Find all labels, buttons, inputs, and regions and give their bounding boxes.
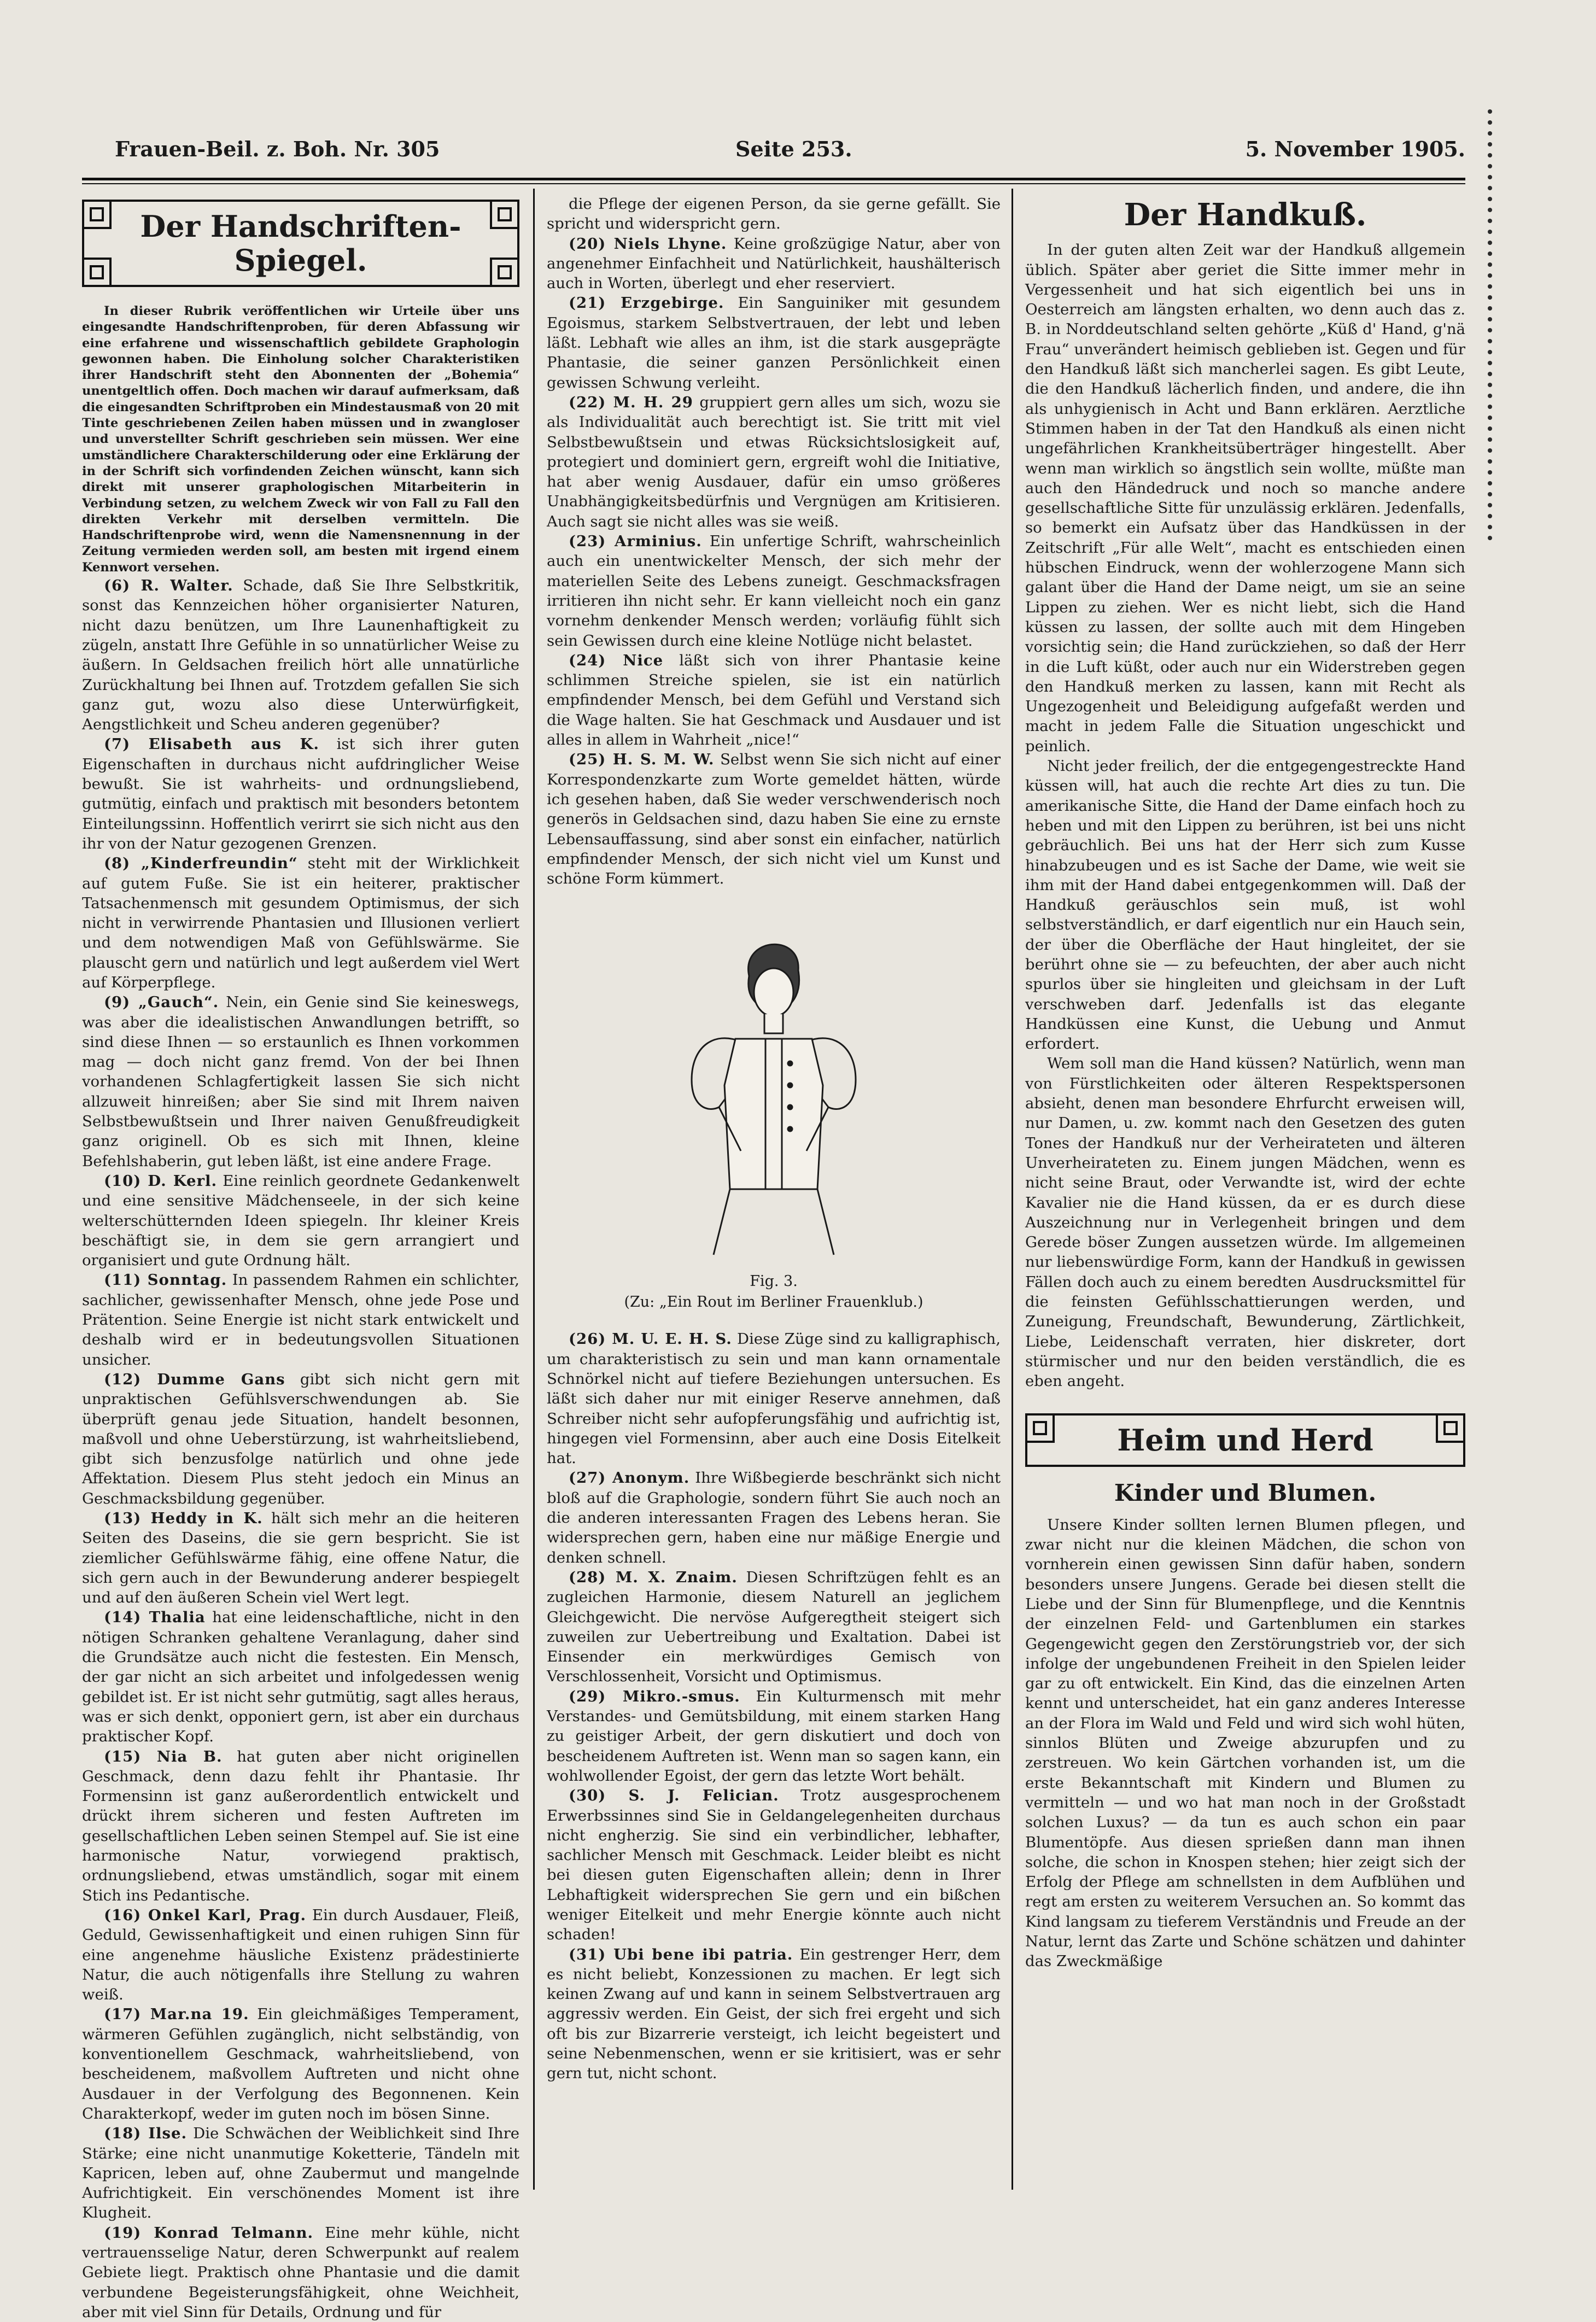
entry-text: Die Schwächen der Weiblichkeit sind Ihre Stärke; eine nicht unanmutige Koketterie, Tändeln mit Kapricen, leben auf, ohne Zaubermut und mangelnde Aufrichtigkeit. Ein verschönendes Moment ist ihre Klugheit.	[82, 2125, 520, 2222]
handwriting-entry	[82, 2223, 519, 2322]
entry-name: (8) „Kinderfreundin“	[104, 855, 298, 873]
handwriting-entry	[547, 1329, 1001, 1468]
ornament-icon	[1436, 1413, 1465, 1443]
handwriting-entry	[82, 992, 519, 1171]
handwriting-entry	[82, 1747, 519, 1905]
perforation-dot	[1488, 492, 1492, 496]
handwriting-entry	[82, 2004, 519, 2124]
entry-text: Diese Züge sind zu kalligraphisch, um charakteristisch zu sein und man kann ornamentale Schnörkel nicht auf tiefere Beziehungen untersuchen. Es läßt sich daher nur mit einiger Reserve annehmen, daß Schreiber nicht sehr aufopferungsfähig und aufrichtig ist, hingegen viel Formensinn, aber auch eine Dosis Eitelkeit hat.	[547, 1330, 1001, 1467]
perforation-dot	[1488, 405, 1492, 409]
perforation-dot	[1488, 120, 1492, 125]
perforation-dot	[1488, 262, 1492, 267]
handwriting-entry	[547, 1786, 1001, 1944]
entry-text: gruppiert gern alles um sich, wozu sie als Individualität auch berechtigt ist. Sie tritt mit viel Selbstbewußtsein und etwas Rücksichtslosigkeit auf, protegiert und dominiert gern, ergreift wohl die Initiative, hat aber wenig Ausdauer, dafür ein umso größeres Unabhängigkeitsbedürfnis und Vergnügen am Kritisieren. Auch sagt sie nicht alles was sie weiß.	[547, 393, 1001, 530]
entry-name: (29) Mikro.-smus.	[569, 1687, 740, 1705]
page-header	[82, 120, 1465, 175]
perforation-dot	[1488, 306, 1492, 311]
perforation-dot	[1488, 459, 1492, 464]
entry-text: Eine reinlich geordnete Gedankenwelt und eine sensitive Mädchenseele, in der sich keine welterschütternden Ideen spiegeln. Ihr kleiner Kreis beschäftigt sie, in dem sie gern arrangiert und organisiert und gute Ordnung hält.	[82, 1172, 520, 1270]
fashion-figure-illustration	[659, 905, 888, 1266]
entry-name: (17) Mar.na 19.	[104, 2005, 249, 2023]
entry-name: (19) Konrad Telmann.	[104, 2224, 314, 2242]
perforation-dot	[1488, 470, 1492, 475]
handwriting-entry	[82, 2124, 519, 2222]
heim-und-herd-title: Heim und Herd	[1117, 1422, 1373, 1458]
handwriting-entry	[547, 750, 1001, 888]
handwriting-entry	[82, 734, 519, 853]
entry-name: (10) D. Kerl.	[104, 1172, 218, 1190]
entry-text: hat eine leidenschaftliche, nicht in den nötigen Schranken gehaltene Veranlagung, daher sind die Grundsätze auch nicht die festesten. Ein Mensch, der gar nicht an sich arbeitet und infolgedessen wenig gebildet ist. Er ist nicht sehr gutmütig, sagt alles heraus, was er sich denkt, opponiert gern, ist aber ein durchaus praktischer Kopf.	[82, 1609, 519, 1746]
perforation-dot	[1488, 284, 1492, 289]
entry-text: läßt sich von ihrer Phantasie keine schlimmen Streiche spielen, sie ist ein natürlich empfindender Mensch, bei dem Gefühl und Verstand sich die Wage halten. Sie hat Geschmack und Ausdauer und ist alles in allem in Wahrheit „nice!“	[547, 651, 1001, 749]
entry-name: (24) Nice	[569, 651, 664, 669]
kinder-und-blumen-title: Kinder und Blumen.	[1114, 1479, 1377, 1506]
header-date: 5. November 1905.	[1245, 137, 1465, 161]
entry-text: ist sich ihrer guten Eigenschaften in durchaus nicht aufdringlicher Weise bewußt. Sie ist wahrheits- und ordnungsliebend, gutmütig, einfach und praktisch mit besonders betontem Einteilungssinn. Hoffentlich verirrt sie sich nicht aus den ihr von der Natur gezogenen Grenzen.	[82, 735, 519, 852]
perforation-dot	[1488, 208, 1492, 212]
handwriting-entry	[547, 234, 1001, 294]
figure-subcaption: (Zu: „Ein Rout im Berliner Frauenklub.)	[624, 1294, 923, 1311]
handwriting-entry	[547, 393, 1001, 531]
perforation-dot	[1488, 437, 1492, 442]
header-publication: Frauen-Beil. z. Boh. Nr. 305	[115, 137, 440, 161]
perforation-dot	[1488, 503, 1492, 507]
handwriting-entry	[547, 651, 1001, 750]
entry-name: (25) H. S. M. W.	[569, 751, 715, 769]
entry-text: Schade, daß Sie Ihre Selbstkritik, sonst das Kennzeichen höher organisierter Naturen, nicht dazu benützen, um Ihre Launenhaftigkeit zu zügeln, anstatt Ihre Gefühle in so unnatürlicher Weise zu äußern. In Geldsachen freilich hört alle unnatürliche Zurückhaltung bei Ihnen auf. Trotzdem gefallen Sie sich ganz gut, wozu also diese Unterwürfigkeit, Aengstlichkeit und Scheu anderen gegenüber?	[82, 577, 519, 734]
perforation-dot	[1488, 339, 1492, 343]
intro-text: In dieser Rubrik veröffentlichen wir Urteile über uns eingesandte Handschriftenproben, für deren Abfassung wir eine erfahrene und wissenschaftlich gebildete Graphologin gewonnen haben. Die Einholung solcher Charakteristiken ihrer Handschrift steht den Abonnenten der „Bohemia“ unentgeltlich offen. Doch machen wir darauf aufmerksam, daß die eingesandten Schriftproben ein Mindestausmaß von 20 mit Tinte geschriebenen Zeilen haben müssen und in zwangloser und unverstellter Schrift geschrieben sein müssen. Wer eine umständlichere Charakterschilderung oder eine Erklärung der in der Schrift sich vorfindenden Zeichen wünscht, kann sich direkt mit unserer graphologischen Mitarbeiterin in Verbindung setzen, zu welchem Zweck wir von Fall zu Fall den direkten Verkehr mit derselben vermitteln. Die Handschriftenprobe wird, wenn die Namensnennung in der Zeitung vermieden werden soll, am besten mit irgend einem Kennwort versehen.	[82, 304, 519, 575]
entry-text: Nein, ein Genie sind Sie keineswegs, was aber die idealistischen Anwandlungen betrifft, so sind diese Ihnen — so erstaunlich es Ihnen vorkommen mag — doch nicht ganz fremd. Von der bei Ihnen vorhandenen Schlagfertigkeit lassen Sie sich nicht allzuweit hinreißen; aber Sie sind mit Ihrem naiven Selbstbewußtsein und Ihrer naiven Genußfreudigkeit ganz originell. Ob es sich mit Ihnen, kleine Befehlshaberin, gut leben läßt, ist eine andere Frage.	[82, 993, 519, 1170]
handwriting-entry	[82, 1270, 519, 1369]
perforation-dot	[1488, 109, 1492, 114]
perforation-dot	[1488, 219, 1492, 223]
entry-text: Ein Sanguiniker mit gesundem Egoismus, starkem Selbstvertrauen, der lebt und leben läßt. Lebhaft wie alles an ihm, ist die stark ausgeprägte Phantasie, die seiner ganzen Persönlichkeit einen gewissen Schwung verleiht.	[547, 294, 1001, 391]
handkuss-title: Der Handkuß.	[1124, 197, 1367, 233]
entry-name: (20) Niels Lhyne.	[569, 235, 727, 253]
handwriting-entry	[547, 531, 1001, 651]
entry-text: hat guten aber nicht originellen Geschmack, denn dazu fehlt ihr Phantasie. Ihr Formensinn ist ganz außerordentlich entwickelt und drückt ihrem sicheren und festen Auftreten im gesellschaftlichen Leben seinen Stempel auf. Sie ist eine harmonische Natur, vorwiegend praktisch, ordnungsliebend, etwas umständlich, sogar mit einem Stich ins Pedantische.	[82, 1747, 519, 1904]
entry-name: (16) Onkel Karl, Prag.	[104, 1906, 307, 1924]
entry-text: steht mit der Wirklichkeit auf gutem Fuße. Sie ist ein heiterer, praktischer Tatsachenmensch mit gesundem Optimismus, der sich nicht in verwirrende Phantasien und Illusionen verliert und dem notwendigen Maß von Gefühlswärme. Sie plauscht gern und natürlich und legt außerdem viel Wert auf Körperpflege.	[82, 855, 519, 991]
column-1	[82, 194, 520, 2321]
entry-name: (21) Erzgebirge.	[569, 294, 724, 312]
newspaper-page	[82, 120, 1465, 2321]
entries-list-top	[547, 194, 1001, 888]
handwriting-entry	[82, 853, 519, 992]
perforation-dot	[1488, 251, 1492, 256]
handwriting-entry	[82, 1905, 519, 2004]
entry-text: Ihre Wißbegierde beschränkt sich nicht bloß auf die Graphologie, sondern führt Sie auch noch an die anderen interessanten Fragen des Lebens heran. Sie widersprechen gern, haben eine nur mäßige Energie und denken schnell.	[547, 1469, 1001, 1566]
entry-name: (30) S. J. Felician.	[569, 1787, 779, 1805]
entry-text: Eine mehr kühle, nicht vertrauensselige Natur, deren Schwerpunkt auf realem Gebiete liegt. Praktisch ohne Phantasie und die damit verbundene Begeisterungsfähigkeit, ohne Weichheit, aber mit viel Sinn für Details, Ordnung und für	[82, 2224, 520, 2321]
heim-und-herd-box	[1025, 1413, 1465, 1467]
perforation-dot	[1488, 536, 1492, 540]
perforation-dot	[1488, 514, 1492, 518]
title-line-2: Spiegel.	[234, 243, 367, 278]
perforation-dot	[1488, 372, 1492, 376]
handwriting-entry	[547, 1945, 1001, 2084]
column-3	[1025, 194, 1465, 2190]
entry-text: Ein durch Ausdauer, Fleiß, Geduld, Gewissenhaftigkeit und einen ruhigen Sinn für eine angenehme häusliche Existenz prädestinierte Natur, die auch nötigenfalls ihre Stellung zu wahren weiß.	[82, 1906, 520, 2004]
handwriting-entry	[547, 1568, 1001, 1687]
entry-text: Ein unfertige Schrift, wahrscheinlich auch ein unentwickelter Mensch, der sich mehr der materiellen Seite des Lebens zuneigt. Geschmacksfragen irritieren ihn nicht sehr. Er kann vielleicht noch ein ganz vornehm denkender Mensch werden; vorläufig fühlt sich sein Gewissen durch eine kleine Notlüge nicht belastet.	[547, 533, 1001, 650]
entries-list	[82, 576, 519, 2322]
perforation-dot	[1488, 142, 1492, 147]
entry-name: (18) Ilse.	[104, 2125, 188, 2143]
entry-name: (23) Arminius.	[569, 533, 702, 551]
figure-caption: Fig. 3.	[750, 1273, 798, 1290]
entry-name: (27) Anonym.	[569, 1469, 690, 1487]
header-page-number: Seite 253.	[735, 137, 852, 161]
perforation-dot	[1488, 317, 1492, 321]
header-rule-thin	[82, 183, 1465, 184]
perforation-dot	[1488, 175, 1492, 179]
entry-name: (28) M. X. Znaim.	[569, 1568, 738, 1586]
ornament-icon	[1025, 1413, 1055, 1443]
handschriften-title-box	[82, 200, 519, 287]
handwriting-entry	[82, 1607, 519, 1746]
handwriting-entry	[547, 194, 1001, 234]
perforation-dot	[1488, 131, 1492, 136]
perforation-dot	[1488, 481, 1492, 486]
perforation-dot	[1488, 197, 1492, 201]
entry-name: (22) M. H. 29	[569, 393, 693, 411]
perforation-dot	[1488, 164, 1492, 168]
perforation-dot	[1488, 241, 1492, 245]
entry-text: hält sich mehr an die heiteren Seiten des Daseins, die sie gern bespricht. Sie ist ziemlicher Gefühlswärme fähig, eine offene Natur, die sich gern auch in der Bewunderung anderer bespiegelt und auf den äußeren Schein viel Wert legt.	[82, 1510, 519, 1607]
entry-text: Ein gleichmäßiges Temperament, wärmeren Gefühlen zugänglich, nicht selbständig, von konventionellem Geschmack, wahrheitsliebend, von bescheidenem, maßvollem Auftreten und nicht ohne Ausdauer in der Verfolgung des Begonnenen. Kein Charakterkopf, weder im guten noch im bösen Sinne.	[82, 2005, 519, 2122]
ornament-icon	[82, 200, 112, 229]
ornament-icon	[82, 258, 112, 287]
perforation-dot	[1488, 383, 1492, 387]
handwriting-entry	[547, 293, 1001, 392]
entry-text: Ein Kulturmensch mit mehr Verstandes- und Gemütsbildung, mit einem starken Hang zu geistiger Arbeit, der gern diskutiert und doch von bescheidenem Auftreten ist. Wenn man so sagen kann, ein wohlwollender Egoist, der gern das letzte Wort behält.	[547, 1687, 1001, 1785]
perforation-dot	[1488, 295, 1492, 300]
perforation-dot	[1488, 426, 1492, 431]
handwriting-entry	[547, 1468, 1001, 1567]
article-paragraph: Nicht jeder freilich, der die entgegengestreckte Hand küssen will, hat auch die rechte Art dies zu tun. Die amerikanische Sitte, die Hand der Dame einfach hoch zu heben und mit den Lippen zu berühren, ist bei uns nicht gebräuchlich. Bei uns hat der Herr sich zum Kusse hinabzubeugen und es ist Sache der Dame, wie weit sie ihm mit der Hand dabei entgegenkommen will. Daß der Handkuß geräuschlos sein muß, ist wohl selbstverständlich, er darf eigentlich nur ein Hauch sein, der über die Oberfläche der Haut hingleitet, der sie berührt ohne sie — zu befeuchten, der aber auch nicht spurlos über sie hingleiten und gleichsam in der Luft verschweben darf. Jedenfalls ist das elegante Handküssen eine Kunst, die Uebung und Anmut erfordert.	[1025, 757, 1465, 1053]
handwriting-entry	[82, 1370, 519, 1508]
entry-text: die Pflege der eigenen Person, da sie gerne gefällt. Sie spricht und widerspricht gern.	[547, 195, 1001, 233]
column-divider-2	[1012, 189, 1013, 2190]
entry-name: (15) Nia B.	[104, 1747, 223, 1765]
column-divider-1	[533, 189, 535, 2190]
entry-text: Ein gestrenger Herr, dem es nicht beliebt, Konzessionen zu machen. Er legt sich keinen Zwang auf und kann in seinem Selbstvertrauen arg aggressiv werden. Ein Geist, der sich frei ergeht und sich oft bis zur Bizarrerie versteigt, ich leicht begeistert und seine Nebenmenschen, wenn er sie kritisiert, was er sehr gern tut, nicht schont.	[547, 1945, 1001, 2083]
entry-text: Keine großzügige Natur, aber von angenehmer Einfachheit und Natürlichkeit, haushälterisch auch in Worten, überlegt und eher reserviert.	[547, 235, 1001, 293]
article-paragraph: Wem soll man die Hand küssen? Natürlich, wenn man von Fürstlichkeiten oder älteren Respektspersonen absieht, denen man besondere Ehrfurcht erweisen will, nur Damen, u. zw. kommt nach den Gesetzen des guten Tones der Handkuß nur der Verheirateten und älteren Unverheirateten zu. Einem jungen Mädchen, wenn es nicht seine Braut, oder Verwandte ist, wird der echte Kavalier nie die Hand küssen, da er es durch diese Auszeichnung nur in Verlegenheit bringen und dem Gerede böser Zungen aussetzen würde. Im allgemeinen nur liebenswürdige Form, kann der Handkuß in gewissen Fällen doch auch zu einem beredten Ausdrucksmittel für die feinsten Gefühlsschattierungen werden, und Zuneigung, Freundschaft, Bewunderung, Zärtlichkeit, Liebe, Leidenschaft verraten, hier diskreter, dort stürmischer und nur den beiden verständlich, die es eben angeht.	[1025, 1055, 1465, 1390]
title-line-1: Der Handschriften-	[140, 209, 461, 244]
perforation-dot	[1488, 230, 1492, 234]
entry-name: (26) M. U. E. H. S.	[569, 1330, 732, 1348]
perforation-dot	[1488, 448, 1492, 453]
header-rule-thick	[82, 178, 1465, 180]
perforation-dot	[1488, 394, 1492, 398]
perforation-dot	[1488, 350, 1492, 354]
entry-name: (9) „Gauch“.	[104, 993, 219, 1011]
perforation-dot	[1488, 186, 1492, 190]
handkuss-article	[1025, 240, 1465, 1391]
handwriting-entry	[82, 1508, 519, 1607]
entry-name: (12) Dumme Gans	[104, 1370, 285, 1388]
handwriting-entry	[82, 576, 519, 734]
entry-name: (7) Elisabeth aus K.	[104, 735, 319, 753]
article-paragraph: In der guten alten Zeit war der Handkuß allgemein üblich. Später aber geriet die Sitte immer mehr in Vergessenheit und hat sich eigentlich bei uns in Oesterreich am längsten erhalten, wo denn auch das z. B. in Norddeutschland selten gehörte „Küß d' Hand, g'nä Frau“ unverändert heimisch geblieben ist. Gegen und für den Handkuß läßt sich mancherlei sagen. Es gibt Leute, die den Handkuß lächerlich finden, und andere, die ihn als unhygienisch in Acht und Bann erklären. Aerztliche Stimmen haben in der Tat den Handkuß als einen nicht ungefährlichen Krankheitsüberträger hingestellt. Aber wenn man wirklich so ängstlich sein wollte, müßte man auch den Händedruck und noch so manche andere gesellschaftliche Sitte für unzulässig erklären. Jedenfalls, so bemerkt ein Aufsatz über das Handküssen in der Zeitschrift „Für alle Welt“, macht es entschieden einen hübschen Eindruck, wenn der wohlerzogene Mann sich galant über die Hand der Dame neigt, um sie an seine Lippen zu ziehen. Wer es nicht liebt, sich die Hand küssen zu lassen, der sollte auch mit dem Hingeben vorsichtig sein; die Hand zurückziehen, so daß der Herr in die Luft küßt, oder auch nur ein Widerstreben gegen den Handkuß merken zu lassen, kann mit Recht als Ungezogenheit und Beleidigung aufgefaßt werden und macht in jedem Falle die Situation ungeschickt und peinlich.	[1025, 241, 1465, 755]
entry-name: (11) Sonntag.	[104, 1271, 227, 1289]
entry-text: gibt sich nicht gern mit unpraktischen Gefühlsverschwendungen ab. Sie überprüft genau jede Situation, handelt besonnen, maßvoll und ohne Ueberstürzung, ist wahrheitsliebend, gibt sich benzusfolge natürlich und ohne jede Affektation. Diesem Plus steht jedoch ein Minus an Geschmacksbildung gegenüber.	[82, 1370, 519, 1507]
entry-name: (14) Thalia	[104, 1609, 206, 1627]
perforation-dot	[1488, 525, 1492, 529]
entry-text: In passendem Rahmen ein schlichter, sachlicher, gewissenhafter Mensch, ohne jede Pose und Prätention. Seine Energie ist nicht stark entwickelt und deshalb wird er in bedeutungsvollen Situationen unsicher.	[82, 1271, 519, 1368]
entries-list-bottom	[547, 1329, 1001, 2083]
entry-text: Selbst wenn Sie sich nicht auf einer Korrespondenzkarte zum Worte gemeldet hätten, würde ich gesehen haben, daß Sie weder verschwenderisch noch generös in Geldsachen sind, dazu haben Sie eine zu ernste Lebensauffassung, sind aber sonst ein einfacher, natürlich empfindender Mensch, der sich nicht viel um Kunst und schöne Form kümmert.	[547, 751, 1001, 888]
perforation-dot	[1488, 328, 1492, 332]
entry-name: (31) Ubi bene ibi patria.	[569, 1945, 793, 1963]
margin-perforation	[1486, 109, 1494, 1586]
column-2	[547, 194, 1001, 2190]
entry-text: Trotz ausgesprochenem Erwerbssinnes sind Sie in Geldangelegenheiten durchaus nicht engherzig. Sie sind ein verbindlicher, lebhafter, sachlicher Mensch mit Geschmack. Leider bleibt es nicht bei diesen guten Eigenschaften allein; denn in Ihrer Lebhaftigkeit widersprechen Sie gern und ein bißchen weniger Eitelkeit und mehr Energie könnte auch nicht schaden!	[547, 1787, 1001, 1944]
ornament-icon	[490, 200, 519, 229]
entry-name: (13) Heddy in K.	[104, 1510, 263, 1527]
perforation-dot	[1488, 273, 1492, 278]
handwriting-entry	[547, 1687, 1001, 1786]
handwriting-entry	[82, 1171, 519, 1270]
perforation-dot	[1488, 361, 1492, 365]
perforation-dot	[1488, 153, 1492, 157]
perforation-dot	[1488, 416, 1492, 420]
entry-text: Diesen Schriftzügen fehlt es an zugleichen Harmonie, diesem Naturell an jeglichem Gleichgewicht. Die nervöse Aufgeregtheit steigert sich zuweilen zur Uebertreibung und Exaltation. Dabei ist Einsender ein merkwürdiges Gemisch von Verschlossenheit, Vorsicht und Optimismus.	[547, 1568, 1001, 1686]
kinder-und-blumen-text: Unsere Kinder sollten lernen Blumen pflegen, und zwar nicht nur die kleinen Mädchen, die schon von vornherein einen gewissen Sinn dafür haben, sondern besonders unsere Jungens. Gerade bei diesen stellt die Liebe und der Sinn für Blumenpflege, und die Kenntnis der einzelnen Feld- und Gartenblumen ein starkes Gegengewicht gegen den Zerstörungstrieb vor, der sich infolge der ungebundenen Freiheit in den Spielen leider gar zu oft entwickelt. Ein Kind, das die einzelnen Arten kennt und unterscheidet, hat ein ganz anderes Interesse an der Flora im Wald und Feld und wird sich wohl hüten, sinnlos Blüten und Zweige abzurupfen und zu zerstreuen. Wo kein Gärtchen vorhanden ist, um die erste Bekanntschaft mit Kindern und Blumen zu vermitteln — und wo hat man noch in der Großstadt solchen Luxus? — da tun es auch schon ein paar Blumentöpfe. Aus diesen sprießen dann man ihnen solche, die schon in Knospen stehen; hier zeigt sich der Erfolg der Pflege am schnellsten in dem Aufblühen und regt am ersten zu weiterem Versuchen an. So kommt das Kind langsam zu tieferem Verständnis und Freude an der Natur, lernt das Zarte und Schöne schätzen und dahinter das Zweckmäßige	[1025, 1516, 1465, 1970]
ornament-icon	[490, 258, 519, 287]
entry-name: (6) R. Walter.	[104, 577, 233, 595]
